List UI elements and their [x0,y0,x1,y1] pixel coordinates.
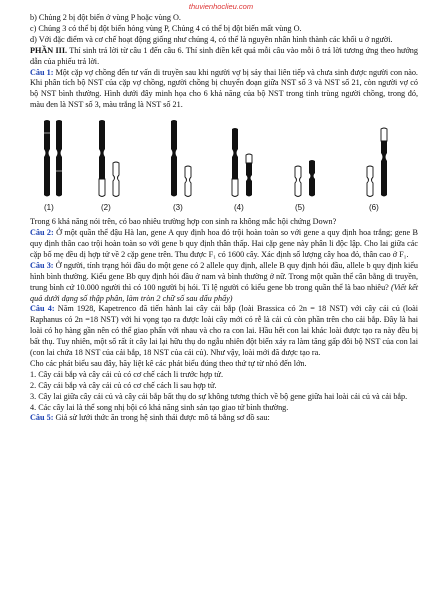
statement-2: 2. Cây cải bắp và cây cải củ có cơ chế cách li sau hợp tử. [30,380,217,390]
question-1-label: Câu 1: [30,67,54,77]
figure-label-5: (5) [295,203,305,213]
option-b: b) Chủng 2 bị đột biến ở vùng P hoặc vùng O. [30,13,181,22]
question-4 [30,304,418,359]
question-2-text: Ở một quần thể đậu Hà lan, gene A quy định hoa đỏ trội hoàn toàn so với gene a quy định hoa trắng; gene B quy định thân cao trội hoàn toàn so với gene b quy định thân thấp. Hai cặp gene này phân li độc lập. Cho lai giữa các cặp bố mẹ đều dị hợp tử về 2 cặp gene trên. Thu được F₁ có 1600 cây. Xác định số lượng cây hoa đỏ, thân cao ở F₁. [30,228,418,259]
part3-heading: PHẦN III. [30,45,68,55]
question-5-label: Câu 5: [30,413,54,423]
chromosome-set-5 [292,119,324,199]
option-d: d) Với đặc điểm và cơ chế hoạt động giống như chủng 4, có thể là nguyên nhân hình thành các khối u ở người. [30,34,393,44]
statement-4: 4. Các cây lai là thể song nhị bội có khả năng sinh sản tạo giao tử bình thường. [30,402,289,412]
question-3-text: Ở người, tính trạng hói đầu do một gene có 2 allele quy định, allele B quy định hói đầu, allele b quy định kiểu hình bình thường. Kiểu gene Bb quy định hói đầu ở nam và bình thường ở nữ. Trong một quần thể cân bằng di truyền, trung bình cứ 10.000 người thì có 100 người bị hói. Tỉ lệ người có kiểu gene bb trong quần thể là bao nhiêu? [30,260,418,292]
document-body [30,13,418,424]
chromosome-set-1 [41,119,69,199]
question-5 [30,413,418,424]
question-2 [30,228,418,261]
chromosome-figure [30,113,418,214]
option-c: c) Chủng 3 có thể bị đột biến hỏng vùng P, Chủng 4 có thể bị đột biến mất vùng O. [30,23,302,33]
question-5-text: Giả sử lưới thức ăn trong hệ sinh thái được mô tả bằng sơ đồ sau: [53,413,270,423]
question-4-text: Năm 1928, Kapetrenco đã tiến hành lai cây cải bắp (loài Brassica có 2n = 18 NST) với cây cải củ (loài Raphanus có 2n =18 NST) với hi vọng tạo ra được loài cây mới có rễ là cải củ còn phần trên cho cải bắp. Đây là hai loài có họ hàng gần nên có thể giao phấn với nhau và cho ra con lai. Hầu hết con lai khác loài được tạo ra này đều bị bất thụ. Tuy nhiên, một số rất ít cây lai lại hữu thụ do ngẫu nhiên đột biến xảy ra làm tăng gấp đôi bộ NST của con lai (con lai chứa 18 NST của cải bắp, 18 NST của cải củ). Như vậy, loài mới đã được tạo ra. [30,304,418,358]
figure-label-1: (1) [44,203,54,213]
chromosome-set-6 [364,119,396,199]
figure-label-3: (3) [173,203,183,213]
question-4-intro: Cho các phát biểu sau đây, hãy liệt kê các phát biểu đúng theo thứ tự từ nhỏ đến lớn. [30,358,307,368]
part3-paragraph [30,46,418,68]
part3-text: Thí sinh trả lời từ câu 1 đến câu 6. Thí sinh điền kết quả mỗi câu vào mỗi ô trả lời tương ứng theo hướng dẫn của phiếu trả lời. [30,45,418,66]
statement-1: 1. Cây cải bắp và cây cải củ có cơ chế cách li trước hợp tử. [30,369,224,379]
chromosome-set-3 [168,119,200,199]
watermark: thuvienhoclieu.com [188,2,254,11]
chromosome-set-4 [229,119,261,199]
question-3-label: Câu 3: [30,260,54,270]
question-1-after: Trong 6 khả năng nói trên, có bao nhiêu trường hợp con sinh ra không mắc hội chứng Down? [30,217,337,227]
statement-3: 3. Cây lai giữa cây cải củ và cây cải bắp bất thụ do sự không tương thích về bộ gene giữa hai loài cải củ và cải bắp. [30,391,408,401]
question-3 [30,261,418,305]
figure-label-2: (2) [101,203,111,213]
question-4-label: Câu 4: [30,304,55,314]
figure-label-4: (4) [234,203,244,213]
chromosome-set-2 [96,119,128,199]
question-3-note: (Viết kết quả dưới dạng số thập phân, làm tròn 2 chữ số sau dấu phẩy) [30,282,418,303]
question-1 [30,68,418,112]
question-1-text: Một cặp vợ chồng đến tư vấn di truyền sau khi người vợ bị sảy thai liên tiếp và chưa sinh được người con nào. Khi phân tích bộ NST của cặp vợ chồng, người chồng bị chuyển đoạn giữa NST số 3 và NST số 21, còn người vợ có bộ NST bình thường. Hình dưới đây minh họa cho 6 khả năng của bộ NST trong tinh trùng người chồng, trong đó, màu đen là NST số 3, màu trắng là NST số 21. [30,67,418,110]
question-2-label: Câu 2: [30,228,54,238]
figure-label-6: (6) [369,203,379,213]
